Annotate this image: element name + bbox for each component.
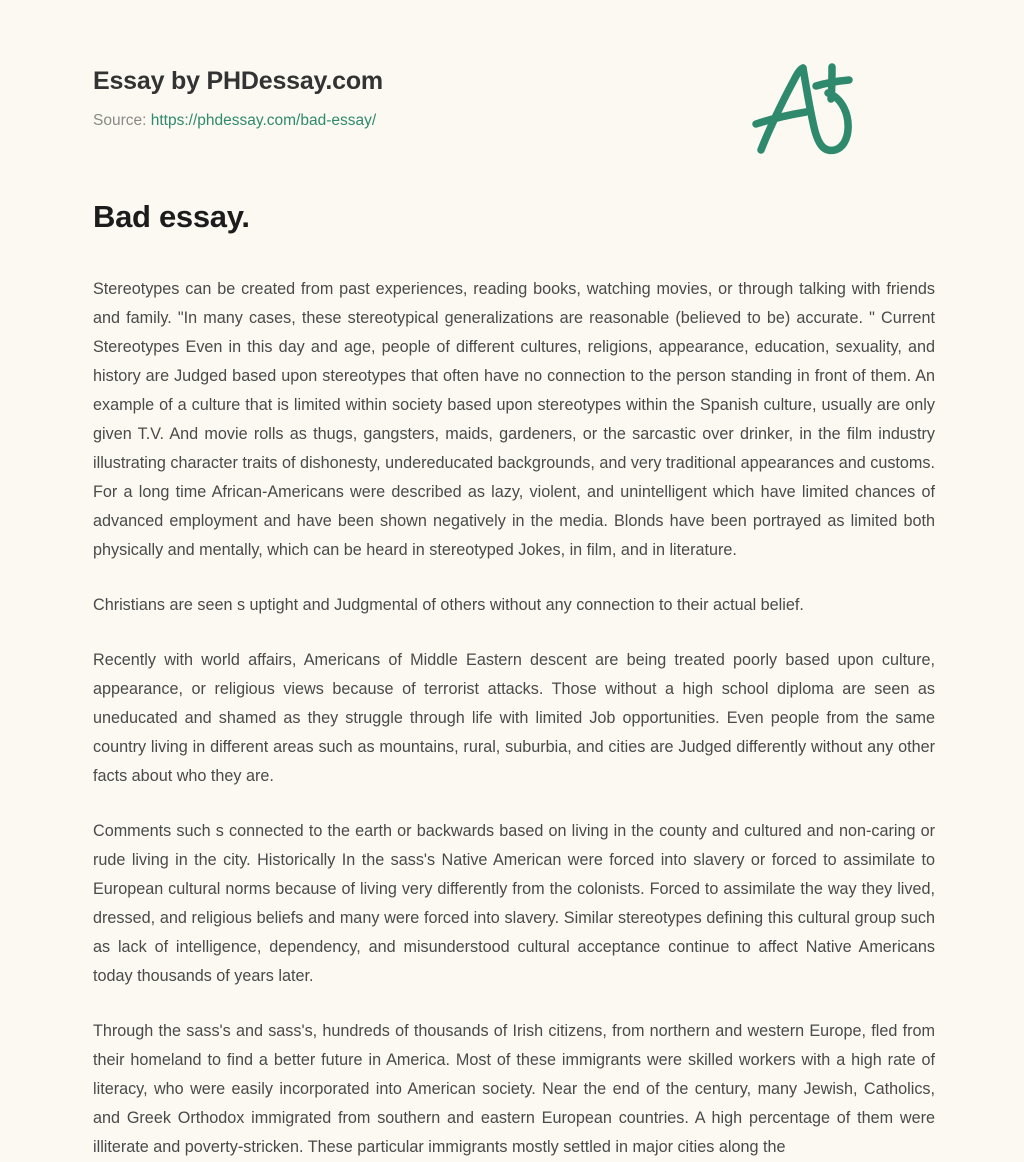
- page-header: [88, 0, 936, 129]
- brand-title: Essay by PHDessay.com: [93, 67, 383, 95]
- source-url-link[interactable]: https://phdessay.com/bad-essay/: [150, 111, 377, 129]
- aplus-logo-icon: [748, 58, 858, 158]
- paragraph: Stereotypes can be created from past experiences, reading books, watching movies, or through talking with friends and family. "In many cases, these stereotypical generalizations are reasonable (believed to be) accurate. " Current Stereotypes Even in this day and age, people of different cultures, religions, appearance, education, sexuality, and history are Judged based upon stereotypes that often have no connection to the person standing in front of them. An example of a culture that is limited within society based upon stereotypes within the Spanish culture, usually are only given T.V. And movie rolls as thugs, gangsters, maids, gardeners, or the sarcastic over drinker, in the film industry illustrating character traits of dishonesty, undereducated backgrounds, and very traditional appearances and customs. For a long time African-Americans were described as lazy, violent, and unintelligent which have limited chances of advanced employment and have been shown negatively in the media. Blonds have been portrayed as limited both physically and mentally, which can be heard in stereotyped Jokes, in film, and in literature.: [93, 280, 935, 560]
- essay-body: [93, 275, 935, 1162]
- paragraph: Comments such s connected to the earth or backwards based on living in the county and cultured and non-caring or rude living in the city. Historically In the sass's Native American were forced into slavery or forced to assimilate to European cultural norms because of living very differently from the colonists. Forced to assimilate the way they lived, dressed, and religious beliefs and many were forced into slavery. Similar stereotypes defining this cultural group such as lack of intelligence, dependency, and misunderstood cultural acceptance continue to affect Native Americans today thousands of years later.: [93, 822, 935, 986]
- paragraph: Christians are seen s uptight and Judgmental of others without any connection to their actual belief.: [93, 596, 804, 615]
- paragraph: Recently with world affairs, Americans of Middle Eastern descent are being treated poorly based upon culture, appearance, or religious views because of terrorist attacks. Those without a high school diploma are seen as uneducated and shamed as they struggle through life with limited Job opportunities. Even people from the same country living in different areas such as mountains, rural, suburbia, and cities are Judged differently without any other facts about who they are.: [93, 651, 935, 786]
- source-label: Source:: [93, 111, 147, 129]
- page-title: Bad essay.: [93, 199, 250, 234]
- paragraph: Through the sass's and sass's, hundreds of thousands of Irish citizens, from northern and western Europe, fled from their homeland to find a better future in America. Most of these immigrants were skilled workers with a high rate of literacy, who were easily incorporated into American society. Near the end of the century, many Jewish, Catholics, and Greek Orthodox immigrated from southern and eastern European countries. A high percentage of them were illiterate and poverty-stricken. These particular immigrants mostly settled in major cities along the: [93, 1022, 935, 1157]
